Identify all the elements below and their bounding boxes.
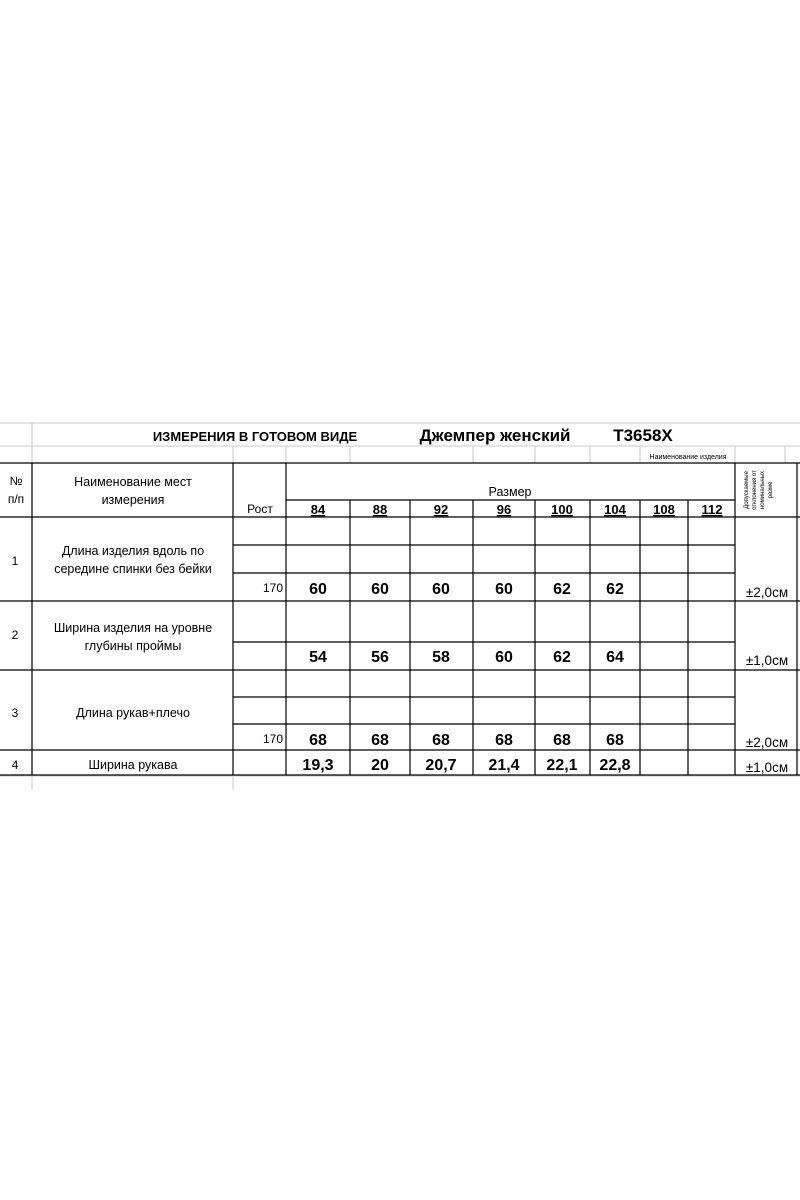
table-borders	[0, 463, 800, 775]
size-header-100: 100	[551, 502, 573, 517]
tolerance-value: ±2,0см	[745, 735, 789, 750]
measurement-name: середине спинки без бейки	[54, 562, 212, 576]
table-row	[12, 621, 788, 668]
row-number: 4	[11, 758, 19, 772]
size-value-104: 22,8	[599, 757, 631, 774]
table-row	[12, 757, 788, 775]
number-column-header-sub: п/п	[7, 492, 25, 506]
size-value-100: 68	[553, 732, 571, 749]
row-number: 3	[11, 706, 19, 720]
size-value-96: 21,4	[488, 757, 520, 774]
product-name-label: Наименование изделия	[649, 454, 727, 461]
size-header-112: 112	[701, 502, 723, 517]
size-value-92: 20,7	[425, 757, 457, 774]
table-row	[12, 544, 788, 600]
model-code: Т3658Х	[613, 426, 673, 445]
tolerance-value: ±2,0см	[745, 585, 789, 600]
row-number: 2	[11, 628, 19, 642]
name-column-header: Наименование мест	[74, 475, 192, 489]
name-column-header-sub: измерения	[101, 493, 165, 507]
measurement-name: Длина рукав+плечо	[76, 706, 190, 720]
tolerance-column-header	[744, 470, 774, 510]
tolerance-value: ±1,0см	[745, 760, 789, 775]
size-value-104: 68	[606, 732, 624, 749]
measurement-name: глубины проймы	[84, 639, 182, 653]
measurement-rows	[12, 544, 788, 775]
size-header-96: 96	[496, 502, 512, 517]
sheet-caption: ИЗМЕРЕНИЯ В ГОТОВОМ ВИДЕ	[152, 429, 358, 444]
measurement-name: Длина изделия вдоль по	[61, 544, 205, 558]
size-value-92: 60	[432, 581, 450, 598]
size-header-108: 108	[653, 502, 675, 517]
size-header-84: 84	[310, 502, 326, 517]
size-value-84: 60	[309, 581, 327, 598]
number-column-header: №	[9, 474, 23, 488]
size-value-100: 22,1	[546, 757, 578, 774]
measurement-name: Ширина изделия на уровне	[53, 621, 213, 635]
size-value-92: 58	[432, 649, 450, 666]
size-value-92: 68	[432, 732, 450, 749]
tolerance-header-line1: Допускаемые	[744, 471, 750, 509]
size-value-96: 60	[495, 649, 513, 666]
height-value: 170	[262, 732, 283, 746]
height-column-header: Рост	[247, 502, 273, 516]
height-value: 170	[262, 581, 283, 595]
size-header-88: 88	[372, 502, 388, 517]
product-title: Джемпер женский	[419, 426, 571, 445]
size-value-104: 62	[606, 581, 624, 598]
size-headers	[311, 502, 723, 517]
size-group-header: Размер	[488, 485, 532, 499]
tolerance-value: ±1,0см	[745, 653, 789, 668]
tolerance-header-line2: отклонения от	[752, 470, 758, 510]
size-value-88: 60	[371, 581, 389, 598]
size-value-100: 62	[553, 581, 571, 598]
size-value-84: 68	[309, 732, 327, 749]
row-number: 1	[11, 554, 19, 568]
table-row	[12, 706, 788, 750]
size-value-84: 19,3	[302, 757, 334, 774]
size-value-88: 20	[371, 757, 389, 774]
size-value-96: 68	[495, 732, 513, 749]
size-value-100: 62	[553, 649, 571, 666]
tolerance-header-line4: разме	[768, 481, 774, 499]
size-header-92: 92	[433, 502, 449, 517]
size-value-88: 68	[371, 732, 389, 749]
measurement-name: Ширина рукава	[88, 758, 178, 772]
size-header-104: 104	[604, 502, 626, 517]
size-value-84: 54	[309, 649, 327, 666]
size-value-96: 60	[495, 581, 513, 598]
size-value-88: 56	[371, 649, 389, 666]
size-value-104: 64	[606, 649, 624, 666]
tolerance-header-line3: номинальных	[760, 470, 766, 510]
